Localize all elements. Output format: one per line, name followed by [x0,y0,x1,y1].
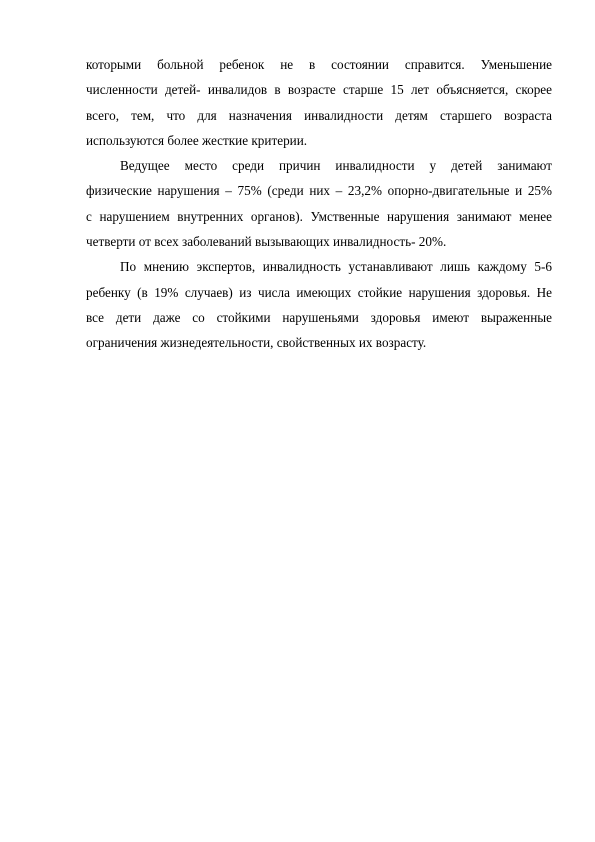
text-line: которыми больной ребенок не в состоянии справится. Уменьшение [86,57,552,72]
text-line: ограничения жизнедеятельности, свойственных их возрасту. [86,335,427,351]
text-line: с нарушением внутренних органов). Умственные нарушения занимают менее [86,208,552,224]
text-line: используются более жесткие критерии. [86,132,308,148]
text-line: численности детей- инвалидов в возрасте старше 15 лет объясняется, скорее [86,82,552,98]
document-body [86,52,552,356]
paragraph-3 [86,254,552,355]
text-line: Ведущее место среди причин инвалидности у детей занимают [120,158,552,174]
text-line: все дети даже со стойкими нарушеньями здоровья имеют выраженные [86,309,552,325]
text-line: всего, тем, что для назначения инвалидности детям старшего возраста [86,107,552,123]
paragraph-2 [86,153,552,254]
text-line: ребенку (в 19% случаев) из числа имеющих стойкие нарушения здоровья. Не [86,284,552,300]
text-line: четверти от всех заболеваний вызывающих инвалидность- 20%. [86,234,447,250]
text-line: По мнению экспертов, инвалидность устанавливают лишь каждому 5-6 [120,259,552,275]
text-line: физические нарушения – 75% (среди них – 23,2% опорно-двигательные и 25% [86,183,552,199]
paragraph-1 [86,52,552,153]
